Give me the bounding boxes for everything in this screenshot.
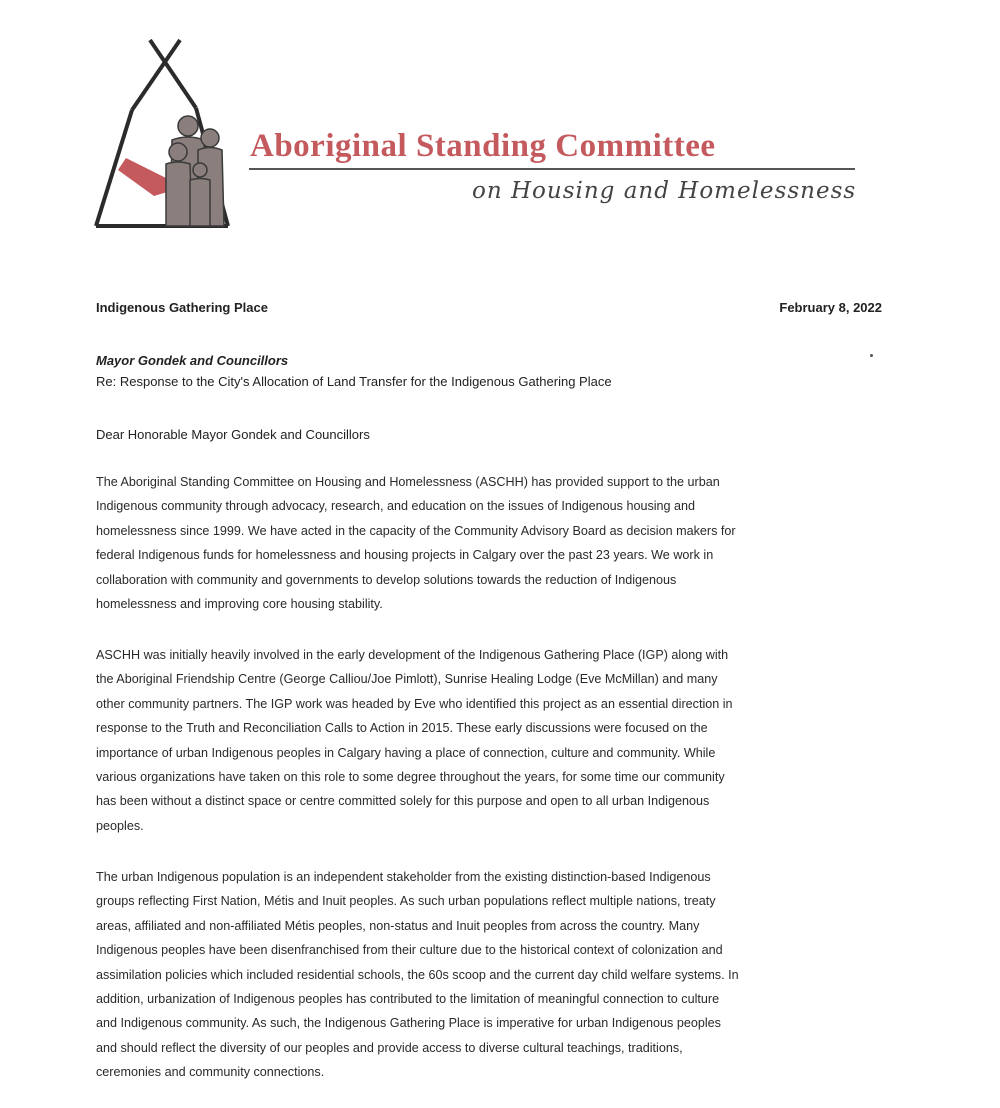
paragraph-line: other community partners. The IGP work was headed by Eve who identified this project as an essential direction in bbox=[96, 696, 733, 711]
addressee: Mayor Gondek and Councillors bbox=[96, 353, 289, 368]
paragraph-line: Indigenous peoples have been disenfranchised from their culture due to the historical context of colonization and bbox=[96, 943, 723, 958]
paragraph-line: ASCHH was initially heavily involved in the early development of the Indigenous Gathering Place (IGP) along with bbox=[96, 648, 729, 662]
adult-right-head bbox=[201, 129, 219, 147]
paragraph-line: homelessness and improving core housing stability. bbox=[96, 597, 383, 612]
child-left-body bbox=[166, 162, 192, 226]
body-paragraph-2 bbox=[96, 643, 916, 838]
body-paragraph-1 bbox=[96, 470, 916, 616]
paragraph-line: federal Indigenous funds for homelessness and housing projects in Calgary over the past 23 years. We work in bbox=[96, 548, 714, 563]
recipient-org: Indigenous Gathering Place bbox=[96, 300, 268, 315]
paragraph-line: Indigenous community through advocacy, research, and education on the issues of Indigenous housing and bbox=[96, 499, 696, 514]
body-paragraph-3 bbox=[96, 865, 916, 1085]
paragraph-line: groups reflecting First Nation, Métis and Inuit peoples. As such urban populations reflect multiple nations, treaty bbox=[96, 894, 716, 909]
paragraph-line: has been without a distinct space or centre committed solely for this purpose and open to all urban Indigenous bbox=[96, 794, 710, 809]
org-name-subtitle: on Housing and Homelessness bbox=[472, 178, 857, 204]
paragraph-line: the Aboriginal Friendship Centre (George Calliou/Joe Pimlott), Sunrise Healing Lodge (Eve McMillan) and many bbox=[96, 672, 718, 687]
paragraph-line: and Indigenous community. As such, the Indigenous Gathering Place is imperative for urban Indigenous peoples bbox=[96, 1016, 721, 1031]
adult-head bbox=[178, 116, 198, 136]
salutation: Dear Honorable Mayor Gondek and Councillors bbox=[96, 427, 370, 442]
paragraph-line: collaboration with community and governments to develop solutions towards the reduction of Indigenous bbox=[96, 572, 677, 587]
letter-header-row bbox=[96, 300, 882, 315]
letterhead-divider bbox=[249, 168, 855, 170]
child-small-head bbox=[193, 163, 207, 177]
org-name-title: Aboriginal Standing Committee bbox=[250, 128, 716, 164]
scan-speck bbox=[870, 354, 873, 357]
child-left-head bbox=[169, 143, 187, 161]
paragraph-line: peoples. bbox=[96, 818, 144, 833]
re-line: Re: Response to the City's Allocation of Land Transfer for the Indigenous Gathering Place bbox=[96, 374, 612, 389]
paragraph-line: areas, affiliated and non-affiliated Métis peoples, non-status and Inuit peoples from across the country. Many bbox=[96, 918, 700, 933]
paragraph-line: The Aboriginal Standing Committee on Housing and Homelessness (ASCHH) has provided support to the urban bbox=[96, 475, 720, 489]
paragraph-line: ceremonies and community connections. bbox=[96, 1065, 325, 1080]
child-small-body bbox=[190, 179, 210, 227]
paragraph-line: response to the Truth and Reconciliation Calls to Action in 2015. These early discussions were focused on the bbox=[96, 721, 708, 736]
paragraph-line: The urban Indigenous population is an independent stakeholder from the existing distinction-based Indigenous bbox=[96, 870, 711, 884]
paragraph-line: and should reflect the diversity of our peoples and provide access to diverse cultural teachings, traditions, bbox=[96, 1040, 683, 1055]
paragraph-line: addition, urbanization of Indigenous peoples has contributed to the limitation of meaningful connection to culture bbox=[96, 992, 720, 1007]
paragraph-line: homelessness since 1999. We have acted in the capacity of the Community Advisory Board as decision makers for bbox=[96, 523, 736, 538]
tipi-family-logo bbox=[88, 30, 238, 235]
paragraph-line: various organizations have taken on this role to some degree throughout the years, for some time our community bbox=[96, 770, 725, 785]
paragraph-line: assimilation policies which included residential schools, the 60s scoop and the current day child welfare systems. In bbox=[96, 967, 739, 982]
letter-date: February 8, 2022 bbox=[779, 300, 882, 315]
paragraph-line: importance of urban Indigenous peoples in Calgary having a place of connection, culture and community. While bbox=[96, 745, 716, 760]
